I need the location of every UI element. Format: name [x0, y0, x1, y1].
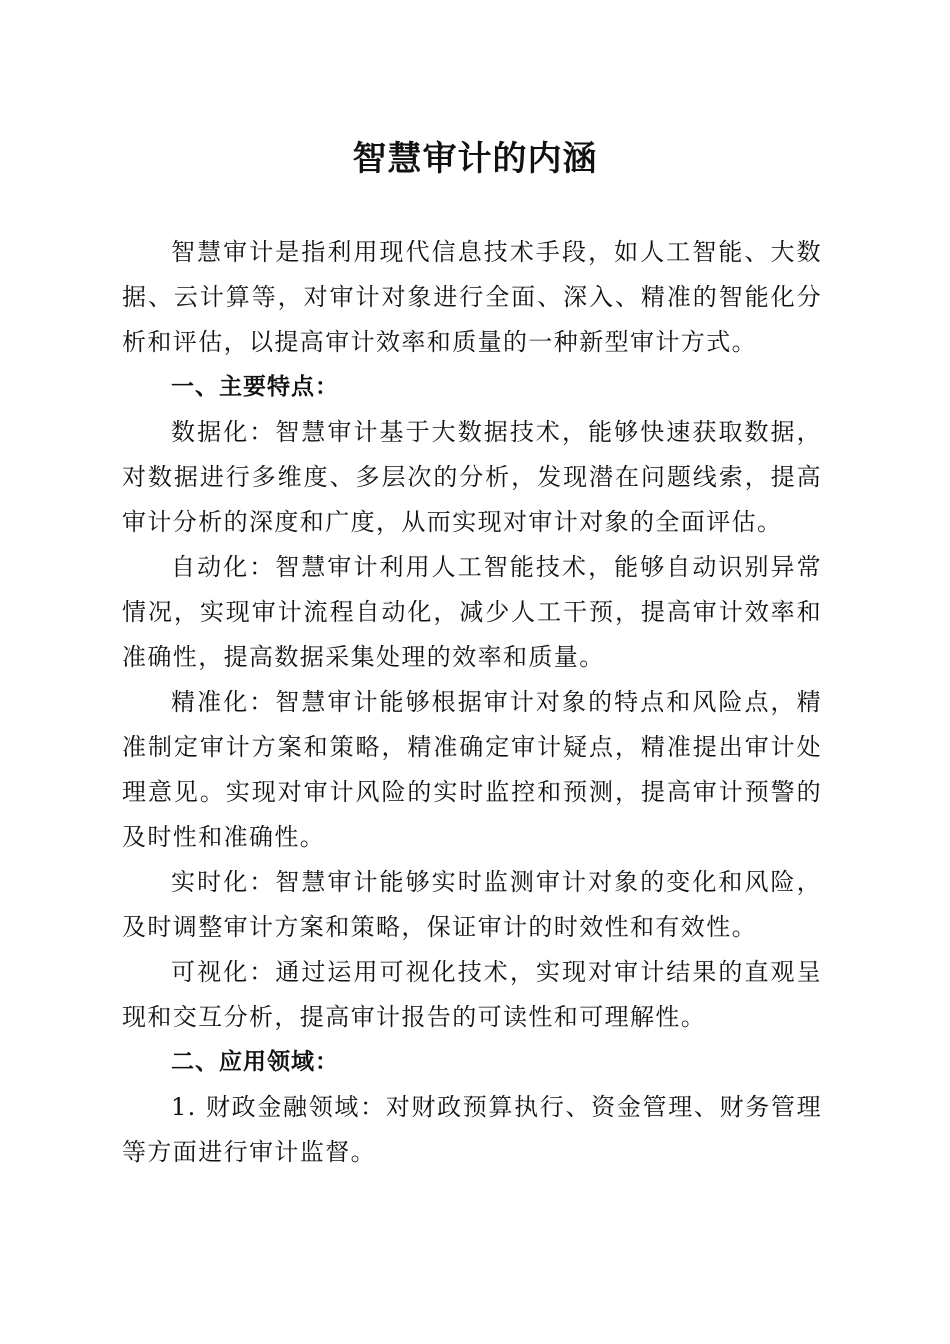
document-body	[122, 230, 822, 1175]
intro-paragraph: 智慧审计是指利用现代信息技术手段，如人工智能、大数据、云计算等，对审计对象进行全面、深入、精准的智能化分析和评估，以提高审计效率和质量的一种新型审计方式。	[122, 238, 822, 356]
feature-paragraph-realtime: 实时化：智慧审计能够实时监测审计对象的变化和风险，及时调整审计方案和策略，保证审计的时效性和有效性。	[122, 868, 822, 941]
feature-paragraph-data: 数据化：智慧审计基于大数据技术，能够快速获取数据，对数据进行多维度、多层次的分析，发现潜在问题线索，提高审计分析的深度和广度，从而实现对审计对象的全面评估。	[122, 418, 822, 536]
feature-paragraph-precision: 精准化：智慧审计能够根据审计对象的特点和风险点，精准制定审计方案和策略，精准确定审计疑点，精准提出审计处理意见。实现对审计风险的实时监控和预测，提高审计预警的及时性和准确性。	[122, 688, 822, 851]
feature-paragraph-automation: 自动化：智慧审计利用人工智能技术，能够自动识别异常情况，实现审计流程自动化，减少人工干预，提高审计效率和准确性，提高数据采集处理的效率和质量。	[122, 553, 822, 671]
section-heading-applications: 二、应用领域：	[171, 1049, 339, 1075]
application-paragraph-finance: 1. 财政金融领域：对财政预算执行、资金管理、财务管理等方面进行审计监督。	[122, 1093, 822, 1166]
section-heading-features: 一、主要特点：	[171, 374, 339, 400]
document-title: 智慧审计的内涵	[352, 139, 598, 179]
feature-paragraph-visualization: 可视化：通过运用可视化技术，实现对审计结果的直观呈现和交互分析，提高审计报告的可读性和可理解性。	[122, 958, 822, 1031]
